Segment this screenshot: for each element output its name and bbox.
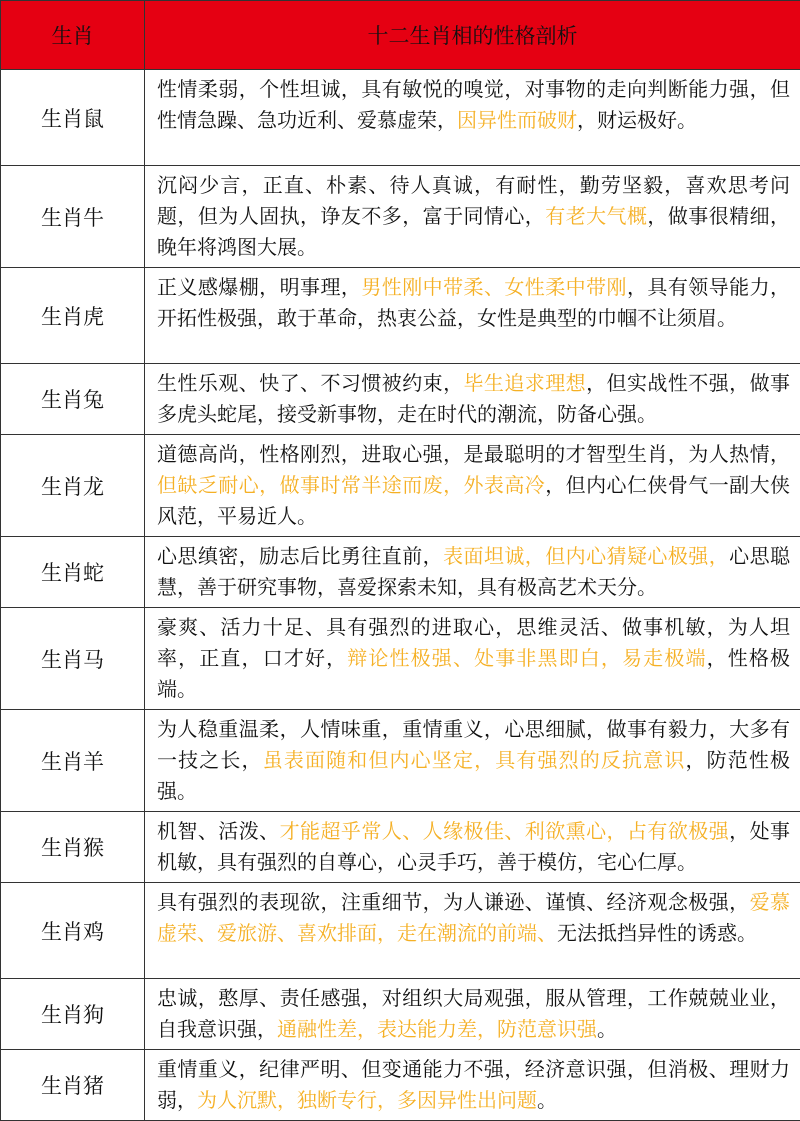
description-text: 心思聪慧，善于研究事物，喜爱探索未知，具有极高艺术天分。 — [157, 544, 790, 599]
highlighted-text: 虽表面随和但内心坚定，具有强烈的反抗意识 — [263, 748, 686, 772]
description-text: 道德高尚，性格刚烈，进取心强，是最聪明的才智型生肖，为人热情， — [157, 442, 790, 466]
highlighted-text: 爱慕虚荣、爱旅游、喜欢排面，走在潮流的前端、 — [157, 890, 790, 945]
description-text: ，防范性极强。 — [157, 748, 790, 803]
description-text: ，但内心仁侠骨气一副大侠风范，平易近人。 — [157, 473, 790, 528]
personality-description-cell — [145, 979, 800, 1050]
description-text: ，性格极端。 — [157, 646, 790, 701]
personality-description-cell — [145, 166, 800, 268]
zodiac-animal-cell: 生肖虎 — [1, 268, 145, 364]
zodiac-animal-cell: 生肖鼠 — [1, 70, 145, 166]
personality-description-cell — [145, 710, 800, 812]
personality-description-cell — [145, 812, 800, 883]
highlighted-text: 表面坦诚，但内心猜疑心极强， — [443, 544, 729, 568]
personality-description-cell — [145, 883, 800, 979]
table-row — [1, 537, 800, 608]
personality-description-cell — [145, 537, 800, 608]
description-text: 无法抵挡异性的诱惑。 — [557, 921, 757, 945]
table-row — [1, 166, 800, 268]
personality-description-cell — [145, 364, 800, 435]
table-row — [1, 435, 800, 537]
table-row — [1, 812, 800, 883]
personality-description-cell — [145, 70, 800, 166]
personality-description-cell — [145, 435, 800, 537]
header-animal-column: 生肖 — [1, 1, 145, 70]
description-text: ，但实战性不强，做事多虎头蛇尾，接受新事物，走在时代的潮流，防备心强。 — [157, 371, 790, 426]
description-text: 具有强烈的表现欲，注重细节，为人谦逊、谨慎、经济观念极强， — [157, 890, 750, 914]
zodiac-animal-cell: 生肖龙 — [1, 435, 145, 537]
personality-description-cell — [145, 268, 800, 364]
description-text: 。 — [537, 1088, 557, 1112]
highlighted-text: 毕生追求理想 — [464, 371, 587, 395]
zodiac-animal-cell: 生肖兔 — [1, 364, 145, 435]
description-text: ，财运极好。 — [577, 108, 697, 132]
description-text: 重情重义，纪律严明、但变通能力不强，经济意识强，但消极、理财力弱， — [157, 1057, 790, 1112]
header-personality-column: 十二生肖相的性格剖析 — [145, 1, 800, 70]
highlighted-text: 有老大气概 — [545, 204, 647, 228]
description-text: 为人稳重温柔，人情味重，重情重义，心思细腻，做事有毅力，大多有一技之长， — [157, 717, 790, 772]
description-text: 生性乐观、快了、不习惯被约束， — [157, 371, 464, 395]
table-header-row — [1, 1, 800, 70]
highlighted-text: 因异性而破财 — [457, 108, 577, 132]
highlighted-text: 通融性差，表达能力差，防范意识强 — [277, 1017, 597, 1041]
zodiac-animal-cell: 生肖蛇 — [1, 537, 145, 608]
table-row — [1, 979, 800, 1050]
highlighted-text: 男性刚中带柔、女性柔中带刚 — [361, 275, 627, 299]
zodiac-animal-cell: 生肖鸡 — [1, 883, 145, 979]
zodiac-animal-cell: 生肖牛 — [1, 166, 145, 268]
table-row — [1, 268, 800, 364]
description-text: ，做事很精细，晚年将鸿图大展。 — [157, 204, 790, 259]
description-text: 沉闷少言，正直、朴素、待人真诚，有耐性，勤劳坚毅，喜欢思考问题，但为人固执，诤友不多，富于同情心， — [157, 173, 790, 228]
highlighted-text: 才能超乎常人、人缘极佳、利欲熏心，占有欲极强 — [280, 819, 730, 843]
table-row — [1, 710, 800, 812]
description-text: 机智、活泼、 — [157, 819, 280, 843]
zodiac-animal-cell: 生肖猪 — [1, 1050, 145, 1121]
table-body — [1, 70, 800, 1121]
description-text: ，具有领导能力，开拓性极强，敢于革命，热衷公益，女性是典型的巾帼不让须眉。 — [157, 275, 790, 330]
highlighted-text: 辩论性极强、处事非黑即白，易走极端 — [347, 646, 706, 670]
description-text: ，处事机敏，具有强烈的自尊心，心灵手巧，善于模仿，宅心仁厚。 — [157, 819, 790, 874]
highlighted-text: 但缺乏耐心，做事时常半途而废，外表高冷 — [157, 473, 545, 497]
zodiac-animal-cell: 生肖猴 — [1, 812, 145, 883]
description-text: 性情柔弱，个性坦诚，具有敏悦的嗅觉，对事物的走向判断能力强，但性情急躁、急功近利、爱慕虚荣， — [157, 77, 790, 132]
highlighted-text: 为人沉默，独断专行，多因异性出问题 — [197, 1088, 537, 1112]
description-text: 正义感爆棚，明事理， — [157, 275, 361, 299]
personality-description-cell — [145, 608, 800, 710]
description-text: 。 — [597, 1017, 617, 1041]
description-text: 豪爽、活力十足、具有强烈的进取心，思维灵活、做事机敏，为人坦率，正直，口才好， — [157, 615, 790, 670]
personality-description-cell — [145, 1050, 800, 1121]
zodiac-animal-cell: 生肖马 — [1, 608, 145, 710]
table-row — [1, 608, 800, 710]
description-text: 心思缜密，励志后比勇往直前， — [157, 544, 443, 568]
zodiac-animal-cell: 生肖羊 — [1, 710, 145, 812]
table-row — [1, 70, 800, 166]
table-row — [1, 364, 800, 435]
zodiac-animal-cell: 生肖狗 — [1, 979, 145, 1050]
table-row — [1, 883, 800, 979]
description-text: 忠诚，憨厚、责任感强，对组织大局观强，服从管理，工作兢兢业业，自我意识强， — [157, 986, 790, 1041]
table-row — [1, 1050, 800, 1121]
